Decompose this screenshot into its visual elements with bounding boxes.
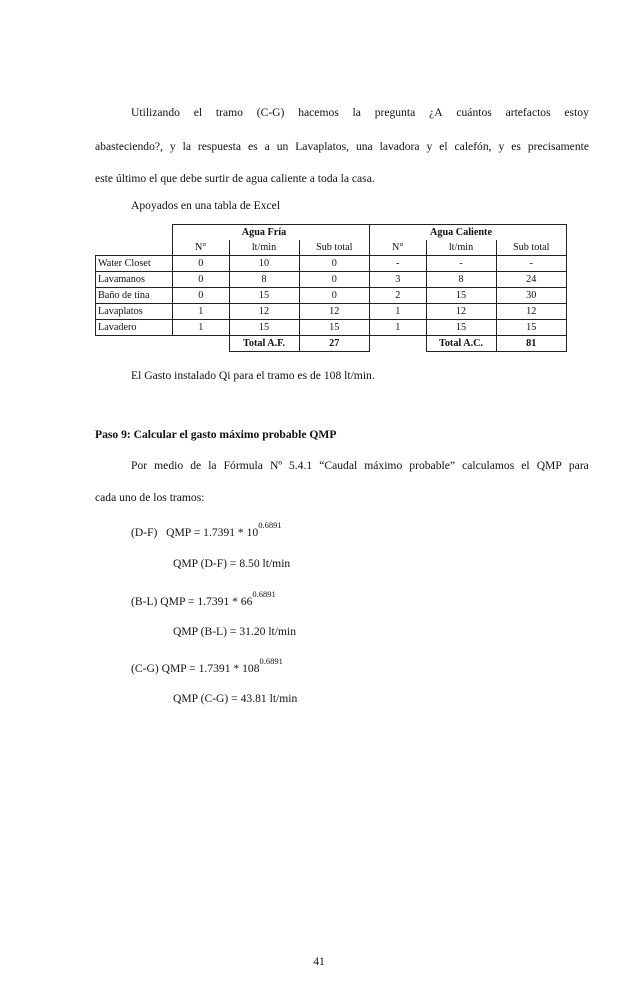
col-header: lt/min (426, 240, 496, 256)
page-number: 41 (313, 955, 325, 968)
cell: 15 (496, 320, 567, 336)
word: Por (131, 459, 148, 472)
word: máximo (364, 459, 403, 472)
formula-lhs: (B-L) QMP = 1.7391 * 66 (131, 594, 253, 608)
col-header: N° (173, 240, 230, 256)
cell: 15 (229, 288, 299, 304)
cell: 12 (229, 304, 299, 320)
table-group-header (96, 225, 567, 241)
group-caliente: Agua Caliente (426, 225, 496, 241)
total-af-label: Total A.F. (229, 336, 299, 352)
cell: 12 (496, 304, 567, 320)
word: la (352, 106, 361, 119)
word: el (193, 106, 203, 119)
para1-line1 (131, 106, 589, 119)
formula-cg (131, 657, 283, 676)
word: cuántos (456, 106, 492, 119)
cell: 1 (173, 304, 230, 320)
table-row (96, 320, 567, 336)
cell: 2 (370, 288, 427, 304)
row-label: Lavaplatos (96, 304, 173, 320)
para1-line3: este último el que debe surtir de agua caliente a toda la casa. (95, 172, 375, 185)
row-label: Lavamanos (96, 272, 173, 288)
col-header: Sub total (496, 240, 567, 256)
table-col-header (96, 240, 567, 256)
paso9-heading: Paso 9: Calcular el gasto máximo probable QMP (95, 428, 337, 441)
row-label: Baño de tina (96, 288, 173, 304)
cell: 0 (299, 256, 370, 272)
word: calculamos (462, 459, 515, 472)
group-fria: Agua Fría (229, 225, 299, 241)
total-ac-label: Total A.C. (426, 336, 496, 352)
word: medio (154, 459, 184, 472)
cell: 0 (173, 272, 230, 288)
table-row (96, 288, 567, 304)
word: estoy (564, 106, 589, 119)
word: tramo (215, 106, 243, 119)
cell: 15 (426, 288, 496, 304)
table-row (96, 272, 567, 288)
cell: 0 (173, 288, 230, 304)
table-row (96, 256, 567, 272)
cell: 3 (370, 272, 427, 288)
word: (C-G) (256, 106, 285, 119)
para2-line2: cada uno de los tramos: (95, 491, 205, 504)
cell: 8 (229, 272, 299, 288)
result-df: QMP (D-F) = 8.50 lt/min (173, 557, 291, 570)
para1-line2: abasteciendo?, y la respuesta es a un Lavaplatos, una lavadora y el calefón, y es precisamente (95, 140, 589, 153)
row-label: Lavadero (96, 320, 173, 336)
total-ac-value: 81 (496, 336, 567, 352)
cell: 0 (173, 256, 230, 272)
word: artefactos (505, 106, 551, 119)
formula-df (131, 521, 282, 540)
gasto-instalado: El Gasto instalado Qi para el tramo es de 108 lt/min. (131, 369, 375, 382)
para2-line1 (131, 459, 589, 472)
col-header: lt/min (229, 240, 299, 256)
table-total-row (96, 336, 567, 352)
cell: 0 (299, 272, 370, 288)
cell: 15 (426, 320, 496, 336)
word: Nº (269, 459, 282, 472)
word: Fórmula (223, 459, 263, 472)
word: ¿A (429, 106, 443, 119)
word: hacemos (298, 106, 339, 119)
formula-bl (131, 590, 276, 609)
formula-lhs: (C-G) QMP = 1.7391 * 108 (131, 661, 260, 675)
cell: 10 (229, 256, 299, 272)
word: la (208, 459, 217, 472)
cell: - (370, 256, 427, 272)
formula-lhs: (D-F) QMP = 1.7391 * 10 (131, 525, 259, 539)
total-af-value: 27 (299, 336, 370, 352)
formula-exponent: 0.6891 (252, 589, 276, 599)
word: Utilizando (131, 106, 180, 119)
col-header: Sub total (299, 240, 370, 256)
table-row (96, 304, 567, 320)
cell: 12 (299, 304, 370, 320)
word: “Caudal (319, 459, 358, 472)
cell: 15 (229, 320, 299, 336)
word: pregunta (374, 106, 416, 119)
cell: - (426, 256, 496, 272)
cell: 1 (370, 320, 427, 336)
word: probable” (409, 459, 456, 472)
word: 5.4.1 (288, 459, 313, 472)
word: para (568, 459, 589, 472)
col-header: N° (370, 240, 427, 256)
cell: 15 (299, 320, 370, 336)
word: QMP (536, 459, 562, 472)
formula-exponent: 0.6891 (258, 520, 282, 530)
cell: - (496, 256, 567, 272)
formula-exponent: 0.6891 (259, 656, 283, 666)
excel-intro: Apoyados en una tabla de Excel (131, 199, 281, 212)
result-bl: QMP (B-L) = 31.20 lt/min (173, 625, 297, 638)
cell: 12 (426, 304, 496, 320)
result-cg: QMP (C-G) = 43.81 lt/min (173, 692, 298, 705)
cell: 8 (426, 272, 496, 288)
cell: 30 (496, 288, 567, 304)
water-table (95, 224, 567, 352)
cell: 0 (299, 288, 370, 304)
row-label: Water Closet (96, 256, 173, 272)
word: de (190, 459, 202, 472)
cell: 1 (173, 320, 230, 336)
word: el (521, 459, 530, 472)
cell: 24 (496, 272, 567, 288)
cell: 1 (370, 304, 427, 320)
